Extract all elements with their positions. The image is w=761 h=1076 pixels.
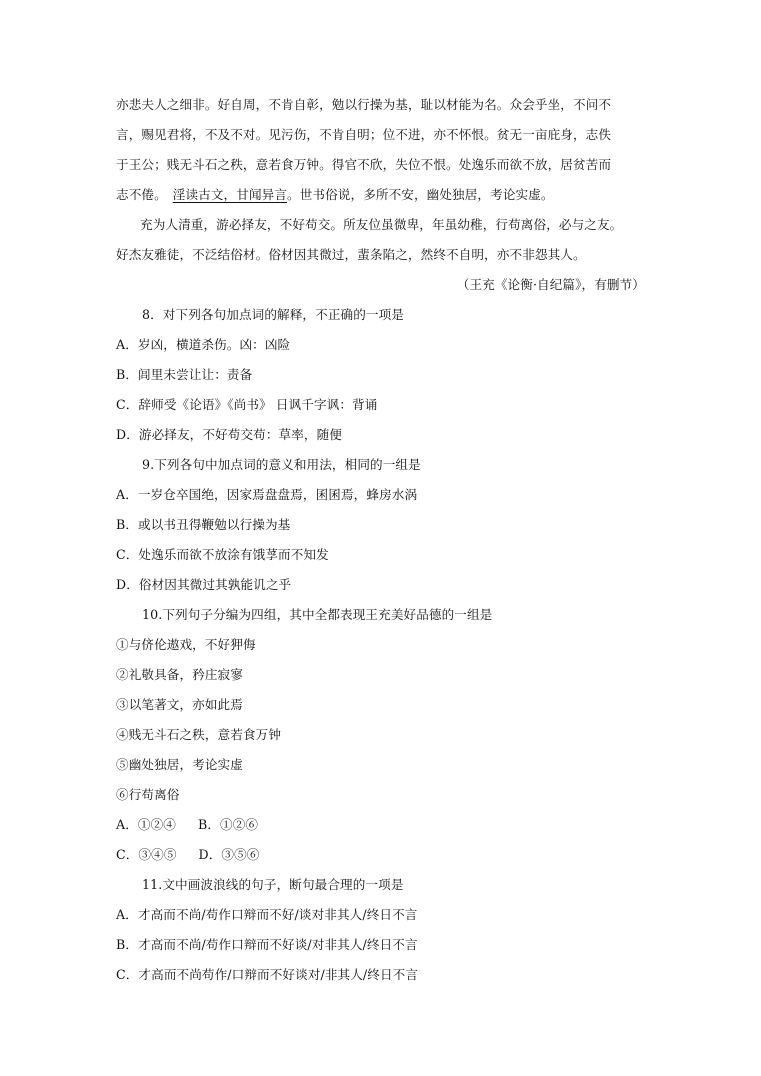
question-10-option-b: B．①②⑥ — [197, 817, 259, 832]
passage-line — [116, 186, 554, 204]
question-10-option-d: D．③⑤⑥ — [198, 847, 260, 862]
question-9-option-d: D．俗材因其微过其孰能讥之乎 — [116, 577, 292, 592]
question-10-option-c: C．③④⑤ — [116, 847, 177, 862]
question-10-stem: 10.下列句子分编为四组，其中全都表现王充美好品德的一组是 — [142, 607, 493, 622]
question-9-option-a: A．一岁仓卒国绝，因家焉盘盘焉，囷囷焉，蜂房水涡 — [116, 487, 418, 502]
question-10-item-5: ⑤幽处独居，考论实虚 — [116, 757, 243, 772]
question-10-item-1: ①与侪伦遨戏，不好狎侮 — [116, 637, 256, 652]
question-9-option-b: B．或以书丑得鞭勉以行操为基 — [116, 517, 291, 532]
question-9-option-c: C．处逸乐而欲不放涂有饿莩而不知发 — [116, 547, 329, 562]
question-8-option-d: D．游必择友，不好苟交苟：草率，随便 — [116, 427, 342, 442]
question-10-item-4: ④贱无斗石之秩，意若食万钟 — [116, 727, 282, 742]
question-10-options-row-1 — [116, 816, 258, 834]
passage-line: 亦悲夫人之细非。好自周，不肯自彰，勉以行操为基，耻以材能为名。众会乎坐，不问不 — [116, 97, 612, 112]
question-10-options-row-2 — [116, 846, 260, 864]
underlined-sentence: 淫读古文，甘闻异言 — [172, 187, 288, 202]
passage-text: 志不倦。 — [116, 187, 167, 202]
question-8-option-a: A．岁凶，横道杀伤。凶：凶险 — [116, 337, 291, 352]
passage-source: （王充《论衡·自纪篇》，有删节） — [456, 277, 645, 292]
question-8-stem: 8．对下列各句加点词的解释，不正确的一项是 — [142, 307, 404, 322]
passage-line: 于王公；贱无斗石之秩，意若食万钟。得官不欣，失位不恨。处逸乐而欲不放，居贫苦而 — [116, 157, 612, 172]
question-11-option-c: C．才高而不尚苟作/口辩而不好谈对/非其人/终日不言 — [116, 967, 419, 982]
question-9-stem: 9.下列各句中加点词的意义和用法，相同的一组是 — [142, 457, 421, 472]
passage-line: 好杰友雅徒，不泛结俗材。俗材因其微过，蜚条陷之，然终不自明，亦不非怨其人。 — [116, 247, 586, 262]
question-11-stem: 11.文中画波浪线的句子，断句最合理的一项是 — [142, 877, 404, 892]
question-8-option-b: B．闾里未尝让让：责备 — [116, 367, 253, 382]
question-10-item-3: ③以笔著文，亦如此焉 — [116, 697, 243, 712]
passage-line: 充为人清重，游必择友，不好苟交。所友位虽微卑，年虽幼稚，行苟离俗，必与之友。 — [140, 217, 623, 232]
question-10-option-a: A．①②④ — [116, 817, 176, 832]
passage-text: 。世书俗说，多所不安，幽处独居，考论实虚。 — [287, 187, 554, 202]
question-11-option-a: A．才高而不尚/苟作口辩而不好/谈对非其人/终日不言 — [116, 907, 418, 922]
passage-line: 言，赐见君将，不及不对。见污伤，不肯自明；位不进，亦不怀恨。贫无一亩庇身，志佚 — [116, 127, 612, 142]
question-8-option-c: C．辞师受《论语》《尚书》 日讽千字讽：背诵 — [116, 397, 378, 412]
question-11-option-b: B．才高而不尚/苟作口辩而不好谈/对非其人/终日不言 — [116, 937, 418, 952]
question-10-item-2: ②礼敬具备，矜庄寂寥 — [116, 667, 243, 682]
question-10-item-6: ⑥行苟离俗 — [116, 787, 180, 802]
